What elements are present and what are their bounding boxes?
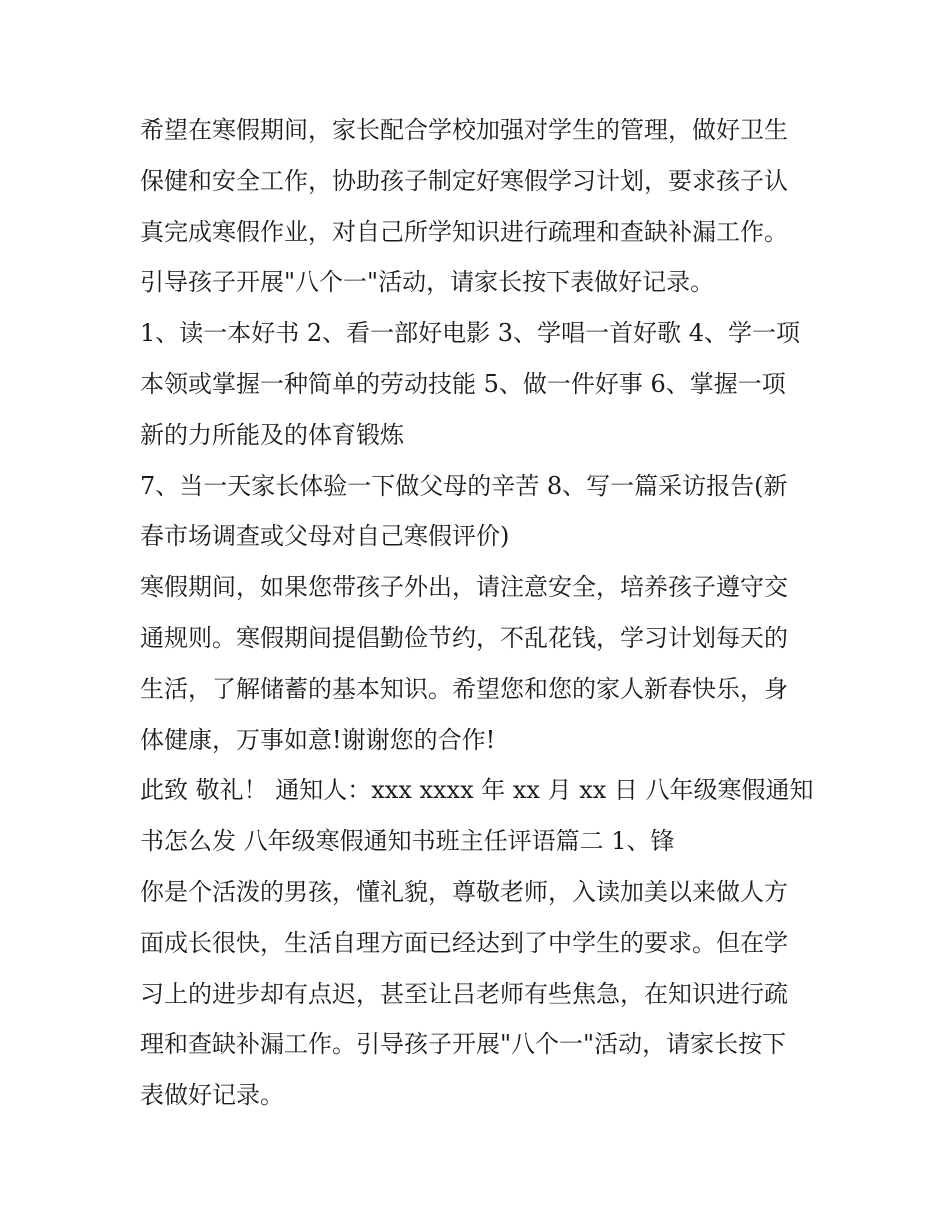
text-line: 书怎么发 八年级寒假通知书班主任评语篇二 1、锋 [140, 827, 675, 856]
text-line: 理和查缺补漏工作。引导孩子开展"八个一"活动，请家长按下 [140, 1030, 787, 1059]
text-line: 通规则。寒假期间提倡勤俭节约，不乱花钱，学习计划每天的 [140, 623, 788, 652]
document-body [140, 105, 820, 1121]
text-line: 真完成寒假作业，对自己所学知识进行疏理和查缺补漏工作。 [140, 217, 788, 246]
text-line: 表做好记录。 [140, 1081, 284, 1110]
text-line: 习上的进步却有点迟，甚至让吕老师有些焦急，在知识进行疏 [140, 979, 788, 1008]
text-line: 面成长很快，生活自理方面已经达到了中学生的要求。但在学 [140, 928, 788, 957]
text-line: 1、读一本好书 2、看一部好电影 3、学唱一首好歌 4、学一项 [140, 319, 800, 348]
text-line: 体健康，万事如意!谢谢您的合作! [140, 725, 496, 754]
text-line: 7、当一天家长体验一下做父母的辛苦 8、写一篇采访报告(新 [140, 471, 788, 500]
text-line: 春市场调查或父母对自己寒假评价) [140, 522, 510, 551]
text-line: 生活，了解储蓄的基本知识。希望您和您的家人新春快乐，身 [140, 674, 788, 703]
text-line: 引导孩子开展"八个一"活动，请家长按下表做好记录。 [140, 268, 715, 297]
text-line: 本领或掌握一种简单的劳动技能 5、做一件好事 6、掌握一项 [140, 369, 786, 398]
text-line: 希望在寒假期间，家长配合学校加强对学生的管理，做好卫生 [140, 116, 788, 144]
text-line: 寒假期间，如果您带孩子外出，请注意安全，培养孩子遵守交 [140, 573, 788, 602]
text-line: 新的力所能及的体育锻炼 [140, 420, 404, 449]
text-line: 保健和安全工作，协助孩子制定好寒假学习计划，要求孩子认 [140, 166, 788, 195]
text-line: 你是个活泼的男孩，懂礼貌，尊敬老师，入读加美以来做人方 [140, 877, 788, 906]
text-line: 此致 敬礼！ 通知人：xxx xxxx 年 xx 月 xx 日 八年级寒假通知 [140, 776, 814, 805]
